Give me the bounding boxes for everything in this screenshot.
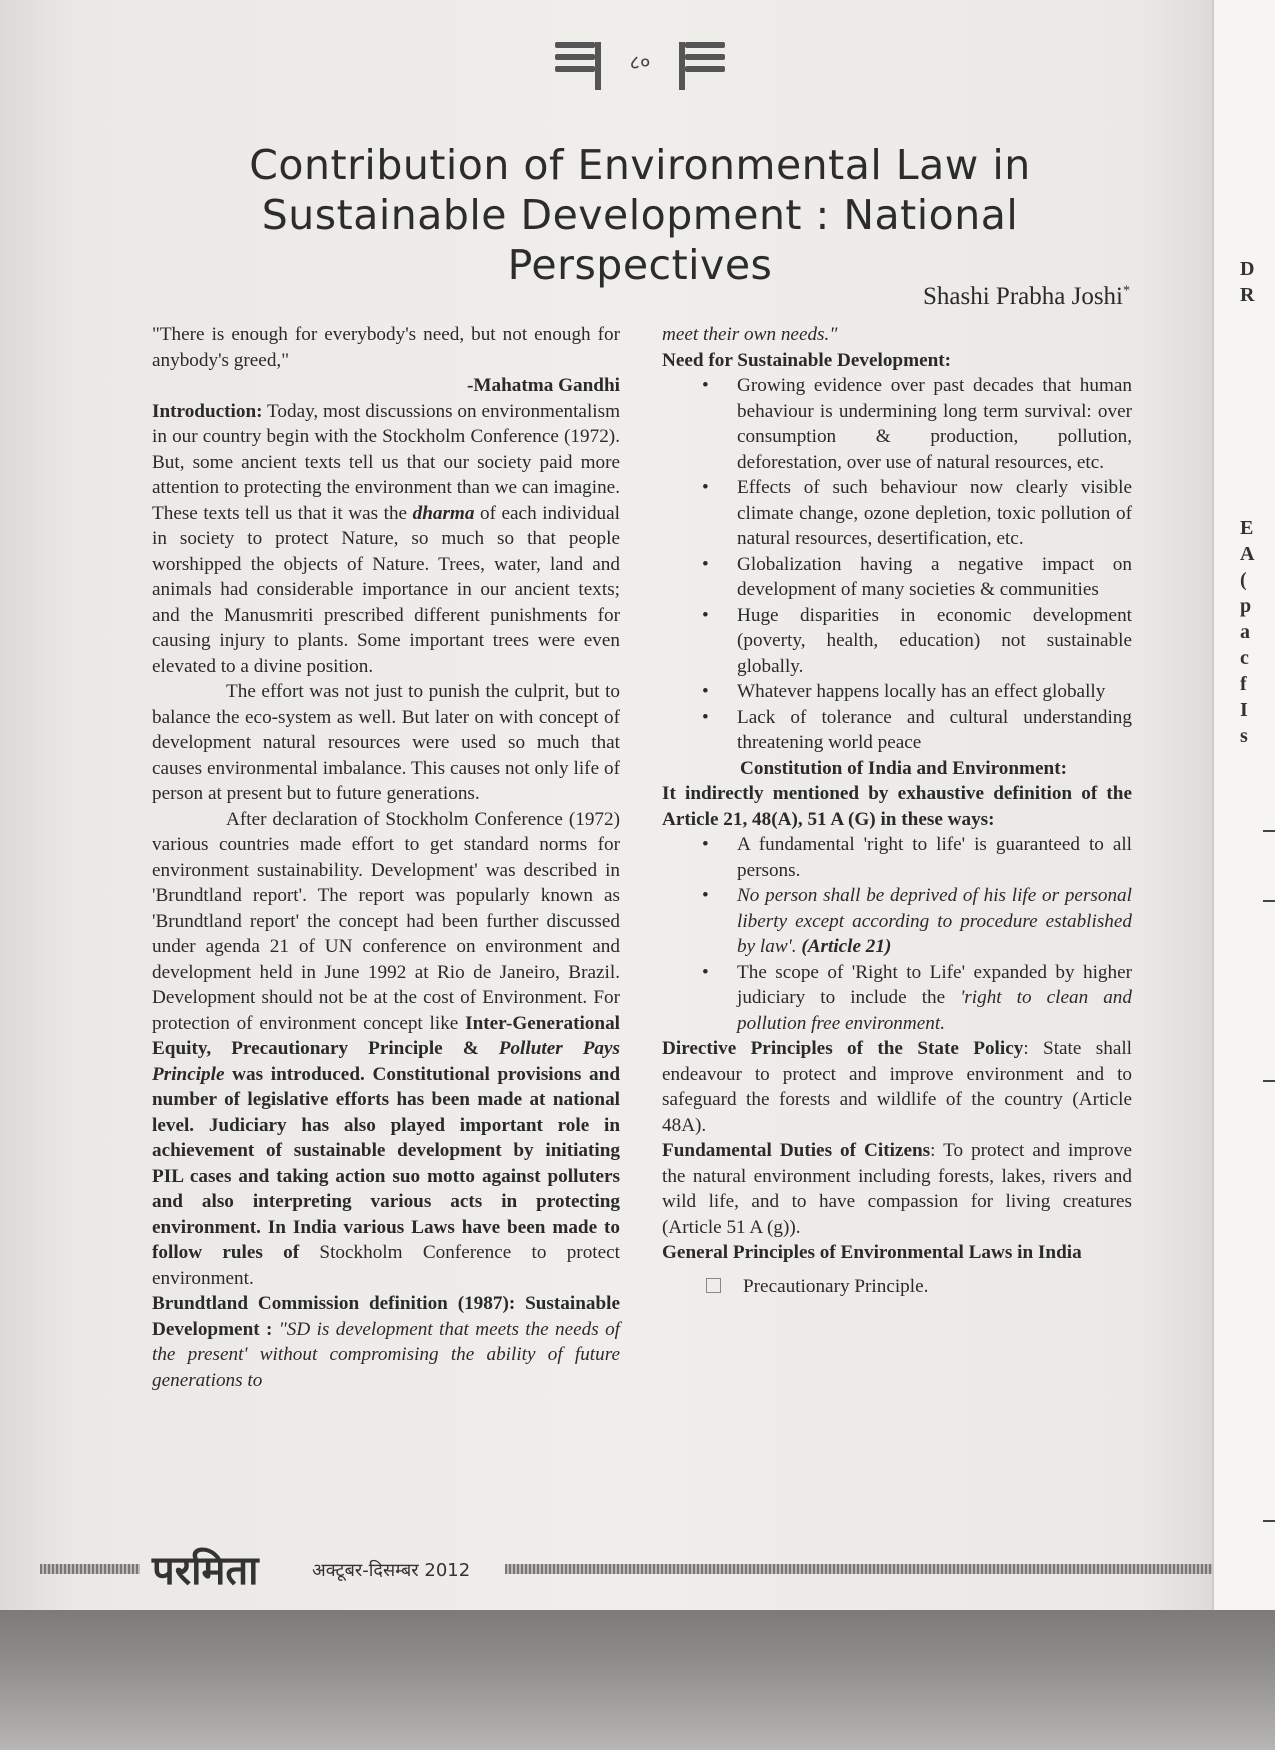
list-item bbox=[662, 603, 1132, 680]
epigraph: "There is enough for everybody's need, but not enough for anybody's greed," bbox=[152, 324, 620, 371]
bullet-icon: • bbox=[702, 553, 709, 575]
footer-stripe-left bbox=[40, 1564, 140, 1574]
title-line-3: Perspectives bbox=[507, 241, 773, 289]
author-footnote-mark: * bbox=[1123, 283, 1130, 299]
list-item-text: Whatever happens locally has an effect globally bbox=[737, 681, 1106, 702]
table-rule bbox=[1263, 830, 1275, 832]
bullet-icon: • bbox=[702, 961, 709, 983]
journal-logo: परमिता bbox=[152, 1548, 259, 1594]
fragment-letter: s bbox=[1240, 725, 1248, 747]
scan-shadow bbox=[0, 1610, 1275, 1750]
dpsp-text: : State shall endeavour to protect and improve environment and to safeguard the forests and wildlife of the country (Article 48A). bbox=[662, 1038, 1133, 1136]
list-item bbox=[662, 883, 1132, 960]
introduction-label: Introduction: bbox=[152, 400, 263, 422]
list-item-text: Huge disparities in economic development (poverty, health, education) not sustainable globally. bbox=[737, 604, 1132, 677]
list-item bbox=[662, 679, 1132, 705]
list-item-text: Globalization having a negative impact on development of many societies & communities bbox=[737, 553, 1132, 600]
dharma-term: dharma bbox=[412, 502, 475, 524]
list-item bbox=[662, 373, 1132, 475]
article-title bbox=[170, 140, 1110, 290]
principle-item bbox=[662, 1274, 1132, 1300]
fragment-letter: c bbox=[1240, 647, 1249, 669]
page-number-ornament bbox=[555, 20, 725, 90]
right-column bbox=[662, 322, 1132, 1299]
article-21-ref: (Article 21) bbox=[796, 936, 892, 957]
quote-continuation: meet their own needs." bbox=[662, 324, 838, 345]
para3-end: Stockholm Conference to protect environment. bbox=[152, 1242, 620, 1289]
fragment-letter: I bbox=[1240, 699, 1248, 721]
adjacent-page-edge bbox=[1212, 0, 1275, 1610]
para3-text-a: After declaration of Stockholm Conference (1972) various countries made effort to get standard norms for environment sustainability. Development' was described in 'Brundtland report'. The report was popularly known as 'Brundtland report' the concept had been further discussed under agenda 21 of UN conference on environment and development held in June 1992 at Rio de Janeiro, Brazil. Development should not be at the cost of Environment. For protection of environment concept like bbox=[152, 808, 620, 1034]
fd-label: Fundamental Duties of Citizens bbox=[662, 1140, 931, 1161]
fd-text: : To protect and improve the natural environment including forests, lakes, rivers and wild life, and to have compassion for living creatures (Article 51 A (g)). bbox=[662, 1140, 1132, 1238]
dpsp-paragraph bbox=[662, 1036, 1132, 1138]
title-line-1: Contribution of Environmental Law in bbox=[249, 141, 1031, 189]
brundtland-definition bbox=[152, 1291, 620, 1393]
title-line-2: Sustainable Development : National bbox=[261, 191, 1019, 239]
fragment-letter: R bbox=[1240, 284, 1255, 306]
need-heading: Need for Sustainable Development: bbox=[662, 349, 952, 371]
list-item-text: The scope of 'Right to Life' expanded by higher judiciary to include the bbox=[737, 961, 1132, 1008]
brundtland-quote: "SD is development that meets the needs of the present' without compromising the ability of future generations to bbox=[152, 1318, 621, 1391]
bullet-icon: • bbox=[702, 477, 709, 498]
rights-list bbox=[662, 832, 1132, 1036]
list-item-text: A fundamental 'right to life' is guaranteed to all persons. bbox=[737, 834, 1132, 881]
bullet-icon: • bbox=[702, 834, 709, 855]
table-rule bbox=[1263, 1520, 1275, 1522]
bullet-icon: • bbox=[702, 375, 709, 396]
ornament-left-bars bbox=[555, 42, 595, 78]
checkbox-square-icon bbox=[706, 1278, 721, 1293]
clean-environment-right: 'right to clean and pollution free environment. bbox=[737, 987, 1132, 1034]
list-item bbox=[662, 475, 1132, 552]
constitution-heading: Constitution of India and Environment: bbox=[740, 757, 1067, 779]
fragment-letter: a bbox=[1240, 621, 1250, 643]
principle-item-text: Precautionary Principle. bbox=[743, 1275, 929, 1297]
table-rule bbox=[1263, 1080, 1275, 1082]
para3-bold-1: Inter-Generational Equity, Precautionary Principle & bbox=[152, 1012, 620, 1059]
intro-text-a: Today, most discussions on environmentalism in our country begin with the Stockholm Conference (1972). But, some ancient texts tell us that our society paid more attention to protecting the environment than we can imagine. These texts tell us that it was the bbox=[152, 400, 620, 524]
bullet-icon: • bbox=[702, 681, 709, 702]
ornament-left-vbar bbox=[595, 42, 601, 90]
left-column bbox=[152, 322, 620, 1393]
brundtland-label: Brundtland Commission definition (1987): Sustainable Development : bbox=[152, 1293, 620, 1340]
list-item-text: Growing evidence over past decades that human behaviour is undermining long term survival: over consumption & production, pollution, deforestation, over use of natural resources, etc. bbox=[737, 375, 1132, 473]
author-name: Shashi Prabha Joshi bbox=[923, 283, 1123, 310]
paragraph-2: The effort was not just to punish the culprit, but to balance the eco-system as well. But later on with concept of development natural resources were used so much that causes environmental imbalance. This causes not only life of person at present but to future generations. bbox=[152, 681, 620, 804]
fragment-letter: f bbox=[1240, 673, 1247, 695]
general-principles-heading: General Principles of Environmental Laws in India bbox=[662, 1242, 1082, 1263]
fragment-letter: D bbox=[1240, 258, 1255, 280]
fragment-letter: A bbox=[1240, 543, 1255, 565]
introduction-paragraph bbox=[152, 399, 620, 680]
bullet-icon: • bbox=[702, 706, 709, 728]
list-item bbox=[662, 552, 1132, 603]
fundamental-duties-paragraph bbox=[662, 1138, 1132, 1240]
list-item-text: Effects of such behaviour now clearly visible climate change, ozone depletion, toxic pollution of natural resources, desertification, etc. bbox=[737, 477, 1132, 549]
issue-date: अक्टूबर-दिसम्बर 2012 bbox=[312, 1560, 471, 1581]
list-item bbox=[662, 832, 1132, 883]
page-number: ८० bbox=[629, 50, 651, 74]
need-list bbox=[662, 373, 1132, 756]
bullet-icon: • bbox=[702, 604, 709, 626]
dpsp-label: Directive Principles of the State Policy bbox=[662, 1038, 1024, 1059]
para3-bold-2: was introduced. Constitutional provisions and number of legislative efforts has been made at national level. Judiciary has also played important role in achievement of sustainable development by initiating PIL cases and taking action suo motto against polluters and also interpreting various acts in protecting environment. In India various Laws have been made to follow rules of bbox=[152, 1063, 620, 1263]
constitution-intro: It indirectly mentioned by exhaustive definition of the Article 21, 48(A), 51 A (G) in these ways: bbox=[662, 783, 1132, 830]
table-rule bbox=[1263, 900, 1275, 902]
polluter-pays-term: Polluter Pays Principle bbox=[152, 1038, 620, 1085]
paragraph-3 bbox=[152, 807, 620, 1292]
list-item-text: No person shall be deprived of his life or personal liberty except according to procedure established by law'. bbox=[737, 885, 1132, 957]
intro-text-b: of each individual in society to protect Nature, so much so that people worshipped the objects of Nature. Trees, water, land and animals had considerable importance in our ancient texts; and the Manusmriti prescribed different punishments for causing injury to plants. Some important trees were even elevated to a divine position. bbox=[152, 502, 621, 677]
epigraph-attribution: -Mahatma Gandhi bbox=[467, 375, 620, 396]
fragment-letter: p bbox=[1240, 595, 1252, 617]
fragment-letter: ( bbox=[1240, 569, 1247, 591]
footer-stripe-right bbox=[505, 1564, 1240, 1574]
list-item bbox=[662, 960, 1132, 1037]
bullet-icon: • bbox=[702, 885, 709, 906]
author-byline bbox=[880, 283, 1130, 311]
fragment-letter: E bbox=[1240, 517, 1254, 539]
ornament-right-bars bbox=[685, 42, 725, 78]
list-item-text: Lack of tolerance and cultural understanding threatening world peace bbox=[737, 706, 1132, 753]
list-item bbox=[662, 705, 1132, 756]
